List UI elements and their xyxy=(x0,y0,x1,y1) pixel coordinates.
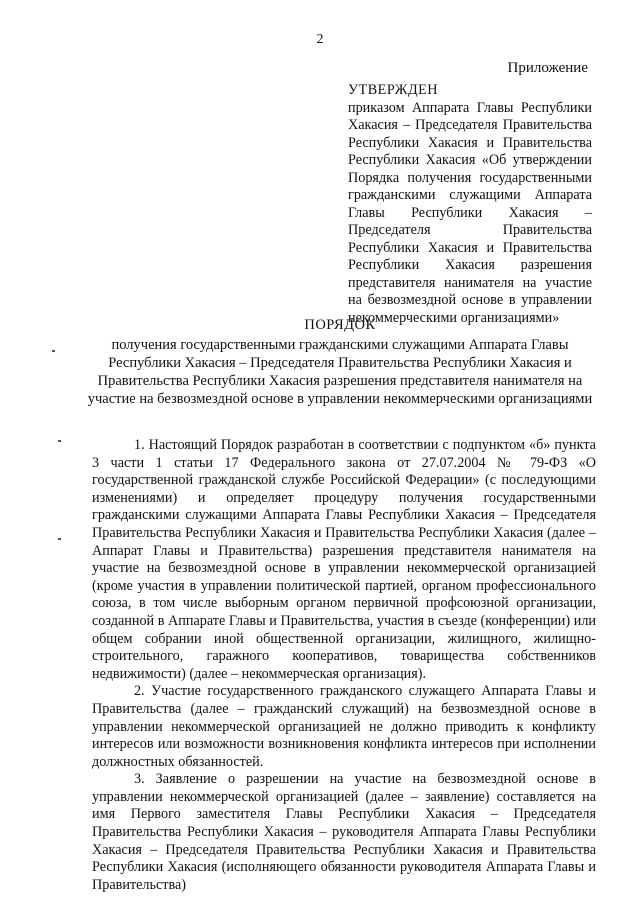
appendix-label: Приложение xyxy=(507,60,588,76)
document-title-block xyxy=(80,316,600,408)
document-body xyxy=(92,437,596,894)
page-number: 2 xyxy=(316,32,324,47)
document-title: ПОРЯДОК xyxy=(304,317,376,333)
approved-heading: УТВЕРЖДЕН xyxy=(348,82,439,98)
paragraph-1: 1. Настоящий Порядок разработан в соответствии с подпунктом «б» пункта 3 части 1 статьи 17 Федерального закона от 27.07.2004 № 79-ФЗ «О государственной гражданской службе Российской Федерации» (с последующими изменениями) и определяет процедуру получения государственными гражданскими служащими Аппарата Главы Республики Хакасия – Председателя Правительства Республики Хакасия и Правительства Республики Хакасия (далее – Аппарат Главы и Правительства) разрешения представителя нанимателя на участие на безвозмездной основе в управлении некоммерческой организацией (кроме участия в управлении политической партией, органом профессионального союза, в том числе выборным органом первичной профсоюзной организации, созданной в Аппарате Главы и Правительства, участия в съезде (конференции) или общем собрании иной общественной организации, жилищного, жилищно-строительного, гаражного кооперативов, товарищества собственников недвижимости) (далее – некоммерческая организация). xyxy=(92,437,596,682)
scan-margin-mark xyxy=(58,440,61,442)
paragraph-2: 2. Участие государственного гражданского служащего Аппарата Главы и Правительства (далее – гражданский служащий) на безвозмездной основе в управлении некоммерческой организацией не должно приводить к конфликту интересов или возможности возникновения конфликта интересов при исполнении должностных обязанностей. xyxy=(92,683,596,770)
approval-text: приказом Аппарата Главы Республики Хакасия – Председателя Правительства Республики Хакасия и Правительства Республики Хакасия «Об утверждении Порядка получения государственными гражданскими служащими Аппарата Главы Республики Хакасия – Председателя Правительства Республики Хакасия и Правительства Республики Хакасия разрешения представителя нанимателя на участие на безвозмездной основе в управлении некоммерческими организациями» xyxy=(348,99,592,326)
paragraph-3: 3. Заявление о разрешении на участие на безвозмездной основе в управлении некоммерческой организацией (далее – заявление) составляется на имя Первого заместителя Главы Республики Хакасия – Председателя Правительства Республики Хакасия – руководителя Аппарата Главы Республики Хакасия – Председателя Правительства Республики Хакасия и Правительства Республики Хакасия (исполняющего обязанности руководителя Аппарата Главы и Правительства) xyxy=(92,771,596,893)
approval-block xyxy=(348,82,592,327)
scan-margin-mark xyxy=(52,350,55,352)
document-subtitle: получения государственными гражданскими служащими Аппарата Главы Республики Хакасия – Председателя Правительства Республики Хакасия и Правительства Республики Хакасия разрешения представителя нанимателя на участие на безвозмездной основе в управлении некоммерческими организациями xyxy=(87,337,593,407)
scan-margin-mark xyxy=(58,538,61,540)
